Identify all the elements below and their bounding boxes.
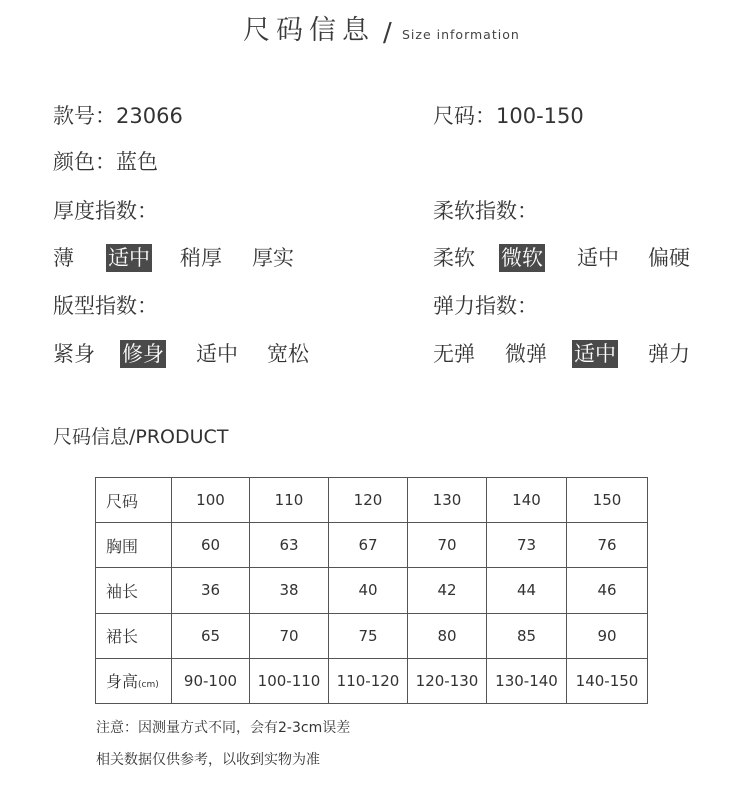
fit-label: 版型指数： xyxy=(53,294,158,318)
table-cell: 150 xyxy=(567,478,648,523)
fit-option-selected: 修身 xyxy=(122,342,164,366)
page-title: 尺码信息 xyxy=(243,15,375,46)
table-cell: 130-140 xyxy=(487,658,567,703)
fit-option: 适中 xyxy=(196,342,238,366)
thickness-option: 薄 xyxy=(53,246,74,270)
section-title: 尺码信息/PRODUCT xyxy=(53,426,229,448)
measurement-note: 注意：因测量方式不同，会有2-3cm误差 xyxy=(96,720,351,736)
table-cell: 140-150 xyxy=(567,658,648,703)
page-subtitle: Size information xyxy=(402,27,520,42)
table-row xyxy=(96,568,648,613)
table-cell: 73 xyxy=(487,523,567,568)
table-cell: 67 xyxy=(329,523,408,568)
row-label-unit: (cm) xyxy=(138,680,159,691)
fit-option: 紧身 xyxy=(53,342,95,366)
size-table xyxy=(95,477,648,704)
table-cell: 110-120 xyxy=(329,658,408,703)
table-cell: 42 xyxy=(408,568,487,613)
thickness-label: 厚度指数： xyxy=(53,199,158,223)
reference-note: 相关数据仅供参考，以收到实物为准 xyxy=(96,752,320,768)
thickness-option-selected: 适中 xyxy=(108,246,150,270)
table-cell: 120 xyxy=(329,478,408,523)
table-cell: 38 xyxy=(250,568,329,613)
size-range: 尺码：100-150 xyxy=(433,104,584,128)
table-cell: 75 xyxy=(329,613,408,658)
table-cell: 120-130 xyxy=(408,658,487,703)
color-info: 颜色：蓝色 xyxy=(53,150,158,174)
table-row xyxy=(96,658,648,703)
table-cell: 90 xyxy=(567,613,648,658)
row-label: 尺码 xyxy=(96,478,172,523)
table-row xyxy=(96,478,648,523)
table-cell: 40 xyxy=(329,568,408,613)
title-divider: / xyxy=(383,18,392,48)
table-cell: 76 xyxy=(567,523,648,568)
softness-option: 偏硬 xyxy=(648,246,690,270)
table-cell: 46 xyxy=(567,568,648,613)
table-cell: 100-110 xyxy=(250,658,329,703)
softness-option: 柔软 xyxy=(433,246,475,270)
style-number: 款号：23066 xyxy=(53,104,183,128)
size-table-body xyxy=(96,478,648,704)
softness-option: 适中 xyxy=(577,246,619,270)
table-cell: 65 xyxy=(172,613,250,658)
elasticity-option-selected: 适中 xyxy=(574,342,616,366)
softness-option-selected: 微软 xyxy=(501,246,543,270)
fit-option: 宽松 xyxy=(267,342,309,366)
elasticity-option: 无弹 xyxy=(433,342,475,366)
table-cell: 130 xyxy=(408,478,487,523)
row-label-text: 身高 xyxy=(106,672,139,692)
elasticity-label: 弹力指数： xyxy=(433,294,538,318)
softness-label: 柔软指数： xyxy=(433,199,538,223)
table-cell: 140 xyxy=(487,478,567,523)
table-cell: 60 xyxy=(172,523,250,568)
table-cell: 44 xyxy=(487,568,567,613)
table-cell: 70 xyxy=(408,523,487,568)
thickness-option: 厚实 xyxy=(252,246,294,270)
table-cell: 85 xyxy=(487,613,567,658)
thickness-option: 稍厚 xyxy=(180,246,222,270)
table-row xyxy=(96,613,648,658)
row-label: 胸围 xyxy=(96,523,172,568)
table-cell: 100 xyxy=(172,478,250,523)
table-cell: 70 xyxy=(250,613,329,658)
table-cell: 90-100 xyxy=(172,658,250,703)
table-cell: 110 xyxy=(250,478,329,523)
table-cell: 80 xyxy=(408,613,487,658)
row-label xyxy=(96,658,172,703)
elasticity-option: 微弹 xyxy=(505,342,547,366)
row-label: 袖长 xyxy=(96,568,172,613)
table-cell: 36 xyxy=(172,568,250,613)
table-cell: 63 xyxy=(250,523,329,568)
elasticity-option: 弹力 xyxy=(648,342,690,366)
row-label: 裙长 xyxy=(96,613,172,658)
table-row xyxy=(96,523,648,568)
